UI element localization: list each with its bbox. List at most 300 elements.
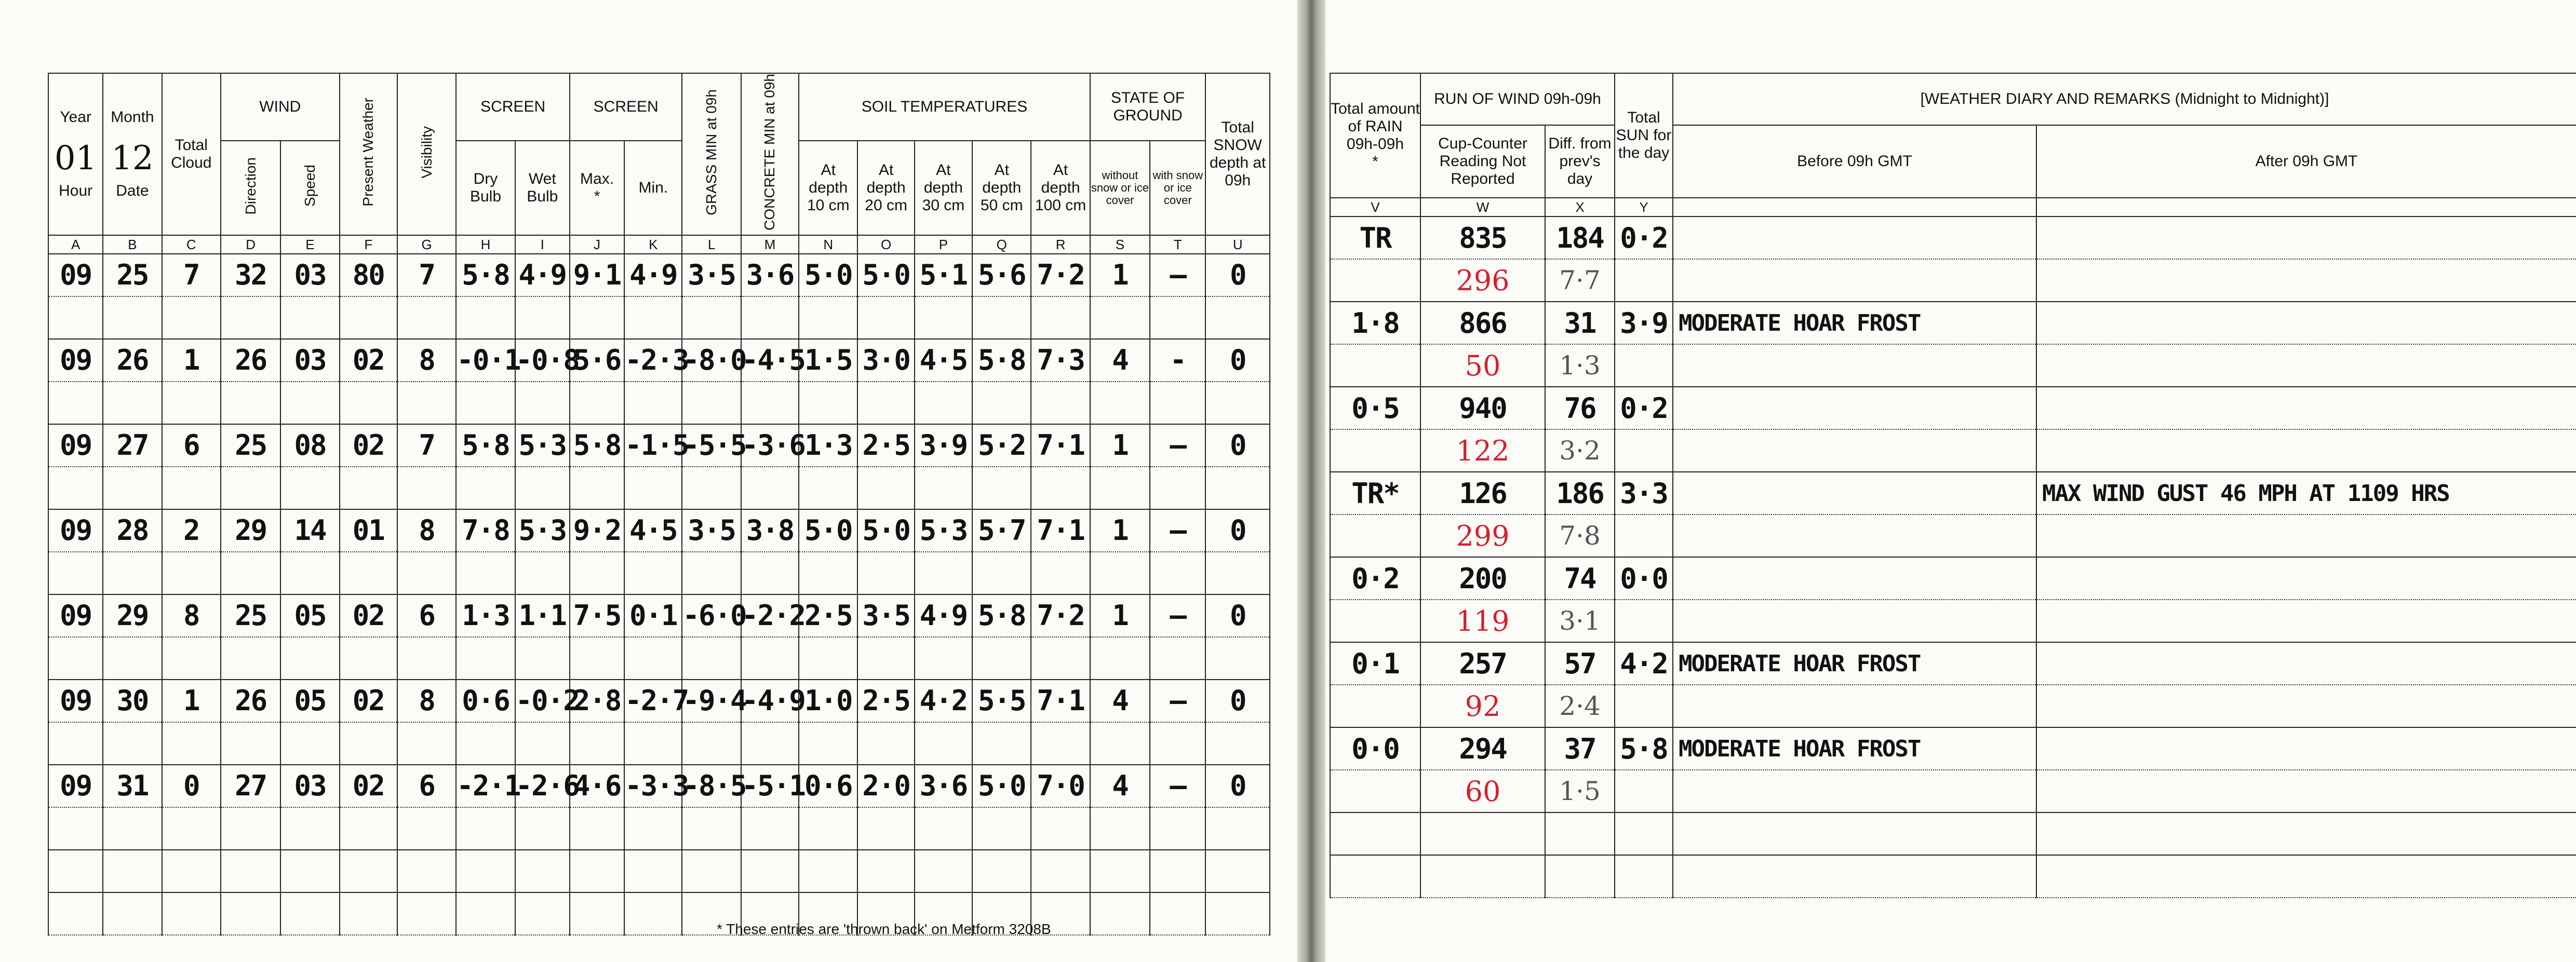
blank-cell [799, 807, 857, 850]
observation-cell: 0 [1205, 680, 1270, 722]
observation-cell: 0·1 [624, 594, 682, 637]
cup-cell: 294 [1420, 727, 1545, 770]
blank-cell [1031, 850, 1090, 892]
book-spine [1297, 0, 1325, 962]
blank-cell [162, 892, 221, 935]
wind-diff-row [1330, 514, 2576, 557]
blank-cell [570, 637, 624, 680]
blank-cell [682, 467, 741, 509]
blank-cell [48, 382, 103, 424]
rain-cell: 0·0 [1330, 727, 1420, 770]
observation-cell: 7·1 [1031, 509, 1090, 552]
blank-cell [1090, 296, 1150, 339]
observation-row [48, 680, 1270, 722]
observation-cell: 05 [280, 680, 339, 722]
blank-cell [456, 382, 515, 424]
observation-cell: 4 [1090, 765, 1150, 807]
blank-cell [1031, 382, 1090, 424]
blank-cell [456, 850, 515, 892]
blank-cell [570, 382, 624, 424]
blank-cell [1090, 467, 1150, 509]
observation-cell: 03 [280, 254, 339, 296]
blank-cell [340, 382, 397, 424]
soil-30-header: At depth 30 cm [915, 141, 972, 235]
wind-diff-row [1330, 259, 2576, 302]
blank-cell [456, 637, 515, 680]
blank-cell [570, 467, 624, 509]
observation-cell: 7 [397, 254, 456, 296]
column-letter: S [1090, 235, 1150, 254]
rain-cell: 1·8 [1330, 302, 1420, 344]
blank-row [1330, 812, 2576, 855]
blank-cell [1673, 514, 2036, 557]
blank-cell [972, 467, 1031, 509]
column-letter: O [857, 235, 914, 254]
blank-cell [221, 892, 280, 935]
observation-cell: 1·0 [799, 680, 857, 722]
blank-cell [1031, 807, 1090, 850]
observation-cell: – [1150, 594, 1205, 637]
blank-cell [570, 296, 624, 339]
blank-cell [799, 552, 857, 594]
rain-wind-row [1330, 216, 2576, 259]
cup-cell: 835 [1420, 216, 1545, 259]
blank-cell [1420, 855, 1545, 898]
wind-diff-row [1330, 770, 2576, 812]
blank-cell [741, 467, 799, 509]
blank-cell [162, 467, 221, 509]
blank-cell [515, 382, 570, 424]
blank-cell [1031, 552, 1090, 594]
blank-cell [741, 807, 799, 850]
blank-cell [1615, 429, 1673, 472]
screen-header-2: SCREEN [570, 73, 682, 141]
observation-row [48, 594, 1270, 637]
column-letter: H [456, 235, 515, 254]
observation-cell: 3·5 [857, 594, 914, 637]
rain-header: Total amount of RAIN 09h-09h * [1330, 73, 1420, 198]
diff2-cell: 1·3 [1545, 344, 1615, 387]
blank-cell [1205, 382, 1270, 424]
blank-cell [340, 892, 397, 935]
blank-cell [103, 552, 162, 594]
speed-header: Speed [280, 141, 339, 235]
direction-header: Direction [221, 141, 280, 235]
sun-cell: 3·9 [1615, 302, 1673, 344]
blank-cell [103, 637, 162, 680]
observation-cell: 29 [103, 594, 162, 637]
observation-cell: 8 [397, 339, 456, 382]
blank-row [48, 850, 1270, 892]
observation-cell: 4·9 [515, 254, 570, 296]
diff-cell: 184 [1545, 216, 1615, 259]
observation-cell: 2·5 [799, 594, 857, 637]
before-cell [1673, 557, 2036, 600]
blank-cell [741, 722, 799, 765]
observation-cell: 7·1 [1031, 680, 1090, 722]
blank-cell [103, 892, 162, 935]
blank-cell [340, 296, 397, 339]
blank-cell [162, 637, 221, 680]
blank-cell [2036, 685, 2576, 727]
column-letters-row [48, 235, 1270, 254]
observation-cell: 5·3 [915, 509, 972, 552]
blank-cell [1090, 382, 1150, 424]
rain-wind-row [1330, 302, 2576, 344]
observation-cell: 1 [162, 680, 221, 722]
blank-cell [624, 722, 682, 765]
blank-cell [515, 296, 570, 339]
blank-cell [162, 382, 221, 424]
blank-cell [1205, 552, 1270, 594]
column-letter: W [1420, 198, 1545, 216]
observation-cell: – [1150, 509, 1205, 552]
blank-cell [515, 637, 570, 680]
blank-cell [799, 467, 857, 509]
blank-cell [1090, 552, 1150, 594]
observation-cell: 0 [1205, 254, 1270, 296]
blank-cell [1150, 637, 1205, 680]
observation-cell: 9·1 [570, 254, 624, 296]
observation-cell: 4·6 [570, 765, 624, 807]
observation-cell: 25 [103, 254, 162, 296]
blank-cell [570, 892, 624, 935]
observation-cell: 03 [280, 339, 339, 382]
observation-cell: 5·8 [972, 594, 1031, 637]
blank-cell [1545, 812, 1615, 855]
cup2-cell: 299 [1420, 514, 1545, 557]
blank-cell [1615, 514, 1673, 557]
blank-cell [972, 296, 1031, 339]
blank-cell [280, 552, 339, 594]
blank-cell [515, 807, 570, 850]
blank-cell [2036, 812, 2576, 855]
observation-cell: 5·0 [972, 765, 1031, 807]
observation-cell: 3·5 [682, 509, 741, 552]
observation-cell: -0·1 [456, 339, 515, 382]
observation-row [48, 254, 1270, 296]
sun-cell: 5·8 [1615, 727, 1673, 770]
sun-cell: 3·3 [1615, 472, 1673, 514]
after-09h-header: After 09h GMT [2036, 125, 2576, 198]
blank-cell [1615, 600, 1673, 642]
blank-cell [456, 722, 515, 765]
observation-cell: 5·2 [972, 424, 1031, 467]
blank-cell [857, 382, 914, 424]
observation-row [48, 339, 1270, 382]
diff2-cell: 3·1 [1545, 600, 1615, 642]
blank-cell [570, 552, 624, 594]
blank-cell [1150, 850, 1205, 892]
rain-wind-row [1330, 642, 2576, 685]
blank-cell [972, 382, 1031, 424]
blank-cell [340, 467, 397, 509]
blank-cell [1673, 429, 2036, 472]
blank-cell [857, 467, 914, 509]
rain-cell: TR* [1330, 472, 1420, 514]
blank-cell [456, 892, 515, 935]
sun-cell: 0·2 [1615, 387, 1673, 429]
observation-cell: 4 [1090, 680, 1150, 722]
blank-cell [624, 552, 682, 594]
observation-cell: 0 [162, 765, 221, 807]
blank-cell [456, 552, 515, 594]
blank-cell [915, 637, 972, 680]
concrete-min-header: CONCRETE MIN at 09h [741, 73, 799, 235]
column-letter: N [799, 235, 857, 254]
diff2-cell: 2·4 [1545, 685, 1615, 727]
observation-cell: 0·6 [456, 680, 515, 722]
observation-cell: 2 [162, 509, 221, 552]
observation-cell: -3·3 [624, 765, 682, 807]
observation-cell: 09 [48, 424, 103, 467]
after-cell: MAX WIND GUST 46 MPH AT 1109 HRS [2036, 472, 2576, 514]
blank-cell [103, 467, 162, 509]
after-cell [2036, 387, 2576, 429]
observation-cell: 2·0 [857, 765, 914, 807]
blank-cell [221, 382, 280, 424]
run-of-wind-header: RUN OF WIND 09h-09h [1420, 73, 1615, 125]
observation-cell: 8 [162, 594, 221, 637]
observation-cell: 31 [103, 765, 162, 807]
observation-cell: 5·8 [456, 254, 515, 296]
blank-cell [162, 296, 221, 339]
cup-cell: 257 [1420, 642, 1545, 685]
rain-cell: 0·1 [1330, 642, 1420, 685]
observation-cell: -4·5 [741, 339, 799, 382]
observation-cell: – [1150, 765, 1205, 807]
column-letter: I [515, 235, 570, 254]
observation-cell: 0 [1205, 765, 1270, 807]
before-cell: MODERATE HOAR FROST [1673, 302, 2036, 344]
observation-cell: 09 [48, 339, 103, 382]
column-letter: Y [1615, 198, 1673, 216]
blank-cell [1090, 722, 1150, 765]
without-snow-header: without snow or ice cover [1090, 141, 1150, 235]
blank-cell [397, 892, 456, 935]
blank-cell [1673, 770, 2036, 812]
observation-cell: 26 [221, 680, 280, 722]
observation-cell: 3·8 [741, 509, 799, 552]
observation-cell: 09 [48, 509, 103, 552]
cup2-cell: 92 [1420, 685, 1545, 727]
observation-cell: 14 [280, 509, 339, 552]
blank-row [48, 807, 1270, 850]
blank-row [48, 382, 1270, 424]
blank-cell [741, 552, 799, 594]
observation-cell: 3·0 [857, 339, 914, 382]
observation-cell: -2·1 [456, 765, 515, 807]
blank-cell [103, 382, 162, 424]
observation-cell: -3·6 [741, 424, 799, 467]
observation-cell: 5·7 [972, 509, 1031, 552]
blank-cell [2036, 770, 2576, 812]
blank-cell [48, 850, 103, 892]
blank-cell [1615, 812, 1673, 855]
diff-cell: 37 [1545, 727, 1615, 770]
blank-cell [280, 892, 339, 935]
observation-cell: 0 [1205, 594, 1270, 637]
observation-cell: 1 [1090, 594, 1150, 637]
column-letter-blank [1673, 198, 2036, 216]
footnote: * These entries are 'thrown back' on Metform 3208B [717, 921, 1051, 937]
blank-cell [624, 637, 682, 680]
blank-cell [221, 722, 280, 765]
observation-cell: 02 [340, 765, 397, 807]
blank-cell [2036, 429, 2576, 472]
blank-cell [515, 552, 570, 594]
blank-cell [456, 296, 515, 339]
blank-cell [570, 722, 624, 765]
blank-cell [1545, 855, 1615, 898]
blank-cell [1330, 600, 1420, 642]
observation-cell: -5·1 [741, 765, 799, 807]
column-letter: G [397, 235, 456, 254]
observation-row [48, 765, 1270, 807]
blank-cell [1615, 855, 1673, 898]
observation-cell: 28 [103, 509, 162, 552]
observation-cell: 7·0 [1031, 765, 1090, 807]
blank-cell [1150, 552, 1205, 594]
column-letter: E [280, 235, 339, 254]
blank-cell [1420, 812, 1545, 855]
blank-row [1330, 855, 2576, 898]
blank-cell [1205, 467, 1270, 509]
rain-cell: 0·5 [1330, 387, 1420, 429]
observation-cell: 7·5 [570, 594, 624, 637]
wind-diff-row [1330, 344, 2576, 387]
blank-cell [857, 807, 914, 850]
observation-cell: -6·0 [682, 594, 741, 637]
blank-cell [972, 552, 1031, 594]
blank-cell [857, 296, 914, 339]
wind-diff-row [1330, 429, 2576, 472]
column-letter: M [741, 235, 799, 254]
blank-cell [799, 722, 857, 765]
observation-cell: 4·9 [915, 594, 972, 637]
blank-cell [48, 467, 103, 509]
observation-cell: 30 [103, 680, 162, 722]
observation-cell: 1 [1090, 254, 1150, 296]
blank-cell [915, 467, 972, 509]
blank-cell [1330, 514, 1420, 557]
soil-temperatures-header: SOIL TEMPERATURES [799, 73, 1090, 141]
blank-cell [103, 722, 162, 765]
observation-cell: 1 [1090, 509, 1150, 552]
observation-cell: -9·4 [682, 680, 741, 722]
blank-cell [682, 382, 741, 424]
column-letter: R [1031, 235, 1090, 254]
cup-cell: 126 [1420, 472, 1545, 514]
blank-cell [624, 382, 682, 424]
wind-header: WIND [221, 73, 340, 141]
soil-50-header: At depth 50 cm [972, 141, 1031, 235]
observation-cell: 1·3 [456, 594, 515, 637]
after-cell [2036, 557, 2576, 600]
total-snow-header: Total SNOW depth at 09h [1205, 73, 1270, 235]
blank-cell [397, 850, 456, 892]
blank-cell [515, 892, 570, 935]
blank-cell [221, 552, 280, 594]
wind-diff-row [1330, 685, 2576, 727]
column-letter: B [103, 235, 162, 254]
observation-cell: 27 [103, 424, 162, 467]
blank-cell [1673, 812, 2036, 855]
blank-cell [397, 467, 456, 509]
observation-cell: 09 [48, 254, 103, 296]
cup-cell: 940 [1420, 387, 1545, 429]
observation-cell: 4·5 [915, 339, 972, 382]
diff-header: Diff. from prev's day [1545, 125, 1615, 198]
blank-cell [162, 722, 221, 765]
blank-cell [103, 807, 162, 850]
blank-cell [2036, 344, 2576, 387]
blank-cell [515, 722, 570, 765]
column-letter: X [1545, 198, 1615, 216]
column-letter: K [624, 235, 682, 254]
observation-cell: 1 [162, 339, 221, 382]
observations-body [48, 254, 1270, 935]
min-header: Min. [624, 141, 682, 235]
blank-cell [857, 637, 914, 680]
blank-cell [915, 807, 972, 850]
blank-cell [280, 637, 339, 680]
observation-cell: -2·6 [515, 765, 570, 807]
blank-cell [397, 722, 456, 765]
blank-cell [624, 892, 682, 935]
blank-cell [280, 382, 339, 424]
blank-cell [221, 296, 280, 339]
blank-cell [1150, 722, 1205, 765]
observation-cell: 9·2 [570, 509, 624, 552]
cup2-cell: 50 [1420, 344, 1545, 387]
blank-cell [162, 552, 221, 594]
cup2-cell: 296 [1420, 259, 1545, 302]
blank-cell [1615, 344, 1673, 387]
observation-cell: -8·5 [682, 765, 741, 807]
observation-cell: 5·3 [515, 424, 570, 467]
blank-cell [280, 467, 339, 509]
blank-cell [682, 296, 741, 339]
blank-cell [972, 807, 1031, 850]
blank-cell [915, 382, 972, 424]
observation-cell: -2·2 [741, 594, 799, 637]
cup-counter-header: Cup-Counter Reading Not Reported [1420, 125, 1545, 198]
soil-10-header: At depth 10 cm [799, 141, 857, 235]
blank-cell [1031, 722, 1090, 765]
blank-cell [2036, 600, 2576, 642]
blank-cell [2036, 855, 2576, 898]
observation-cell: 2·5 [857, 424, 914, 467]
before-cell [1673, 216, 2036, 259]
blank-cell [280, 722, 339, 765]
observation-cell: 02 [340, 424, 397, 467]
blank-cell [515, 467, 570, 509]
diff2-cell: 1·5 [1545, 770, 1615, 812]
blank-cell [1615, 685, 1673, 727]
observation-cell: 6 [162, 424, 221, 467]
observation-cell: 26 [103, 339, 162, 382]
blank-cell [1330, 685, 1420, 727]
observation-cell: 5·0 [857, 254, 914, 296]
with-snow-header: with snow or ice cover [1150, 141, 1205, 235]
blank-cell [48, 552, 103, 594]
blank-cell [340, 807, 397, 850]
observation-cell: 0 [1205, 424, 1270, 467]
blank-cell [1673, 259, 2036, 302]
observation-cell: 7·2 [1031, 594, 1090, 637]
blank-cell [570, 850, 624, 892]
